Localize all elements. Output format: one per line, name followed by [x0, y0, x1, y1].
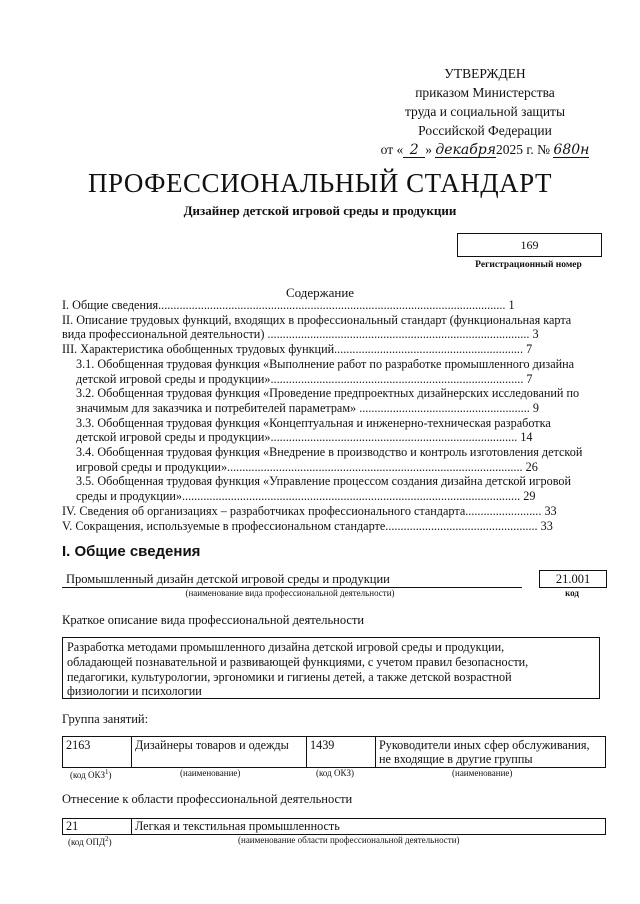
caption-opd-sup: 2 [105, 835, 109, 843]
okz-code-1: 2163 [63, 737, 132, 768]
caption-opd-text: (код ОПД [68, 837, 106, 847]
activity-kind-caption: (наименование вида профессиональной деятельности) [185, 588, 395, 598]
approval-order [380, 140, 590, 159]
toc-heading: Содержание [285, 285, 355, 300]
caption-okz-close: ) [108, 770, 112, 780]
activity-code: 21.001 [539, 570, 607, 588]
group-captions [0, 768, 640, 780]
page-subtitle: Дизайнер детской игровой среды и продукции [183, 203, 457, 218]
toc-row: V. Сокращения, используемые в профессиональном стандарте.................................................. 33 [62, 518, 553, 533]
toc-row: значимым для заказчика и потребителей параметрам» ........................................................ 9 [76, 400, 539, 415]
approval-block [380, 64, 590, 159]
toc-row: игровой среды и продукции»................................................................................................. 26 [76, 459, 538, 474]
registration-number: 169 [457, 233, 602, 257]
occupation-group-table [62, 736, 606, 768]
caption-opd-name: (наименование области профессиональной деятельности) [238, 835, 460, 845]
caption-okz-2: (код ОКЗ) [316, 768, 354, 778]
opd-name: Легкая и текстильная промышленность [132, 819, 606, 835]
toc-row: 3.4. Обобщенная трудовая функция «Внедрение в производство и контроль изготовления детской [76, 445, 583, 460]
toc-row: I. Общие сведения.................................................................................................................. 1 [62, 298, 515, 312]
toc-row: 3.3. Обобщенная трудовая функция «Концептуальная и инженерно-техническая разработка [76, 415, 551, 430]
approval-number: 680н [553, 142, 590, 158]
toc-row: IV. Сведения об организациях – разработчиках профессионального стандарта......................... 33 [62, 503, 557, 518]
page-title: ПРОФЕССИОНАЛЬНЫЙ СТАНДАРТ [87, 168, 553, 198]
toc-row: детской игровой среды и продукции»................................................................................. 14 [76, 430, 533, 445]
toc-row: 3.5. Обобщенная трудовая функция «Управление процессом создания дизайна детской игровой [76, 474, 571, 489]
approval-day: 2 [403, 143, 425, 158]
opd-code: 21 [63, 819, 132, 835]
okz-name-1: Дизайнеры товаров и одежды [132, 737, 307, 768]
description-box [62, 637, 600, 699]
activity-code-caption: код [565, 588, 579, 598]
approval-l3: труда и социальной защиты [404, 104, 566, 119]
activity-kind: Промышленный дизайн детской игровой среды и продукции [62, 572, 522, 588]
approval-l4: Российской Федерации [418, 123, 552, 138]
approval-l2: приказом Министерства [415, 85, 555, 100]
toc-row: 3.2. Обобщенная трудовая функция «Проведение предпроектных дизайнерских исследований по [76, 386, 580, 401]
group-label: Группа занятий: [62, 712, 149, 726]
toc-row: 3.1. Обобщенная трудовая функция «Выполнение работ по разработке промышленного дизайна [76, 356, 575, 371]
area-table [62, 818, 606, 835]
description-line: педагогики, культурологии, эргономики и гигиены детей, а также детской возрастной [67, 669, 512, 684]
approval-l1: УТВЕРЖДЕН [444, 66, 526, 81]
approval-month: декабря [435, 142, 497, 158]
caption-okz [70, 768, 112, 780]
approval-year: 2025 г. № [496, 142, 551, 157]
toc-row: вида профессиональной деятельности) ...................................................................................... 3 [62, 327, 539, 342]
section-1-title: I. Общие сведения [62, 543, 201, 560]
description-label: Краткое описание вида профессиональной деятельности [62, 613, 365, 627]
toc-row: среды и продукции»............................................................................................................... 29 [76, 489, 536, 504]
caption-name: (наименование) [180, 768, 241, 778]
area-label: Отнесение к области профессиональной деятельности [62, 792, 353, 806]
table-row [63, 737, 606, 768]
registration-label: Регистрационный номер [475, 260, 582, 270]
caption-name-2: (наименование) [452, 768, 513, 778]
approval-q: » [425, 142, 432, 157]
description-line: Разработка методами промышленного дизайна детской игровой среды и продукции, [67, 640, 505, 654]
area-captions [0, 835, 640, 847]
caption-okz-sup: 1 [105, 768, 109, 776]
caption-opd [68, 835, 112, 847]
caption-opd-close: ) [108, 837, 112, 847]
approval-ot: от « [380, 142, 404, 157]
toc-row: III. Характеристика обобщенных трудовых функций.............................................................. 7 [62, 342, 533, 357]
description-line: обладающей познавательной и развивающей функциями, с учетом правил безопасности, [67, 654, 529, 669]
okz-name-2: Руководители иных сфер обслуживания, не входящие в другие группы [376, 737, 606, 768]
toc-row: II. Описание трудовых функций, входящих в профессиональный стандарт (функциональная карта [62, 312, 572, 327]
description-line: физиологии и психологии [67, 684, 202, 699]
toc-row: детской игровой среды и продукции»................................................................................... 7 [76, 371, 533, 386]
table-of-contents [62, 298, 608, 533]
caption-okz-text: (код ОКЗ [70, 770, 105, 780]
table-row [63, 819, 606, 835]
okz-code-2: 1439 [307, 737, 376, 768]
